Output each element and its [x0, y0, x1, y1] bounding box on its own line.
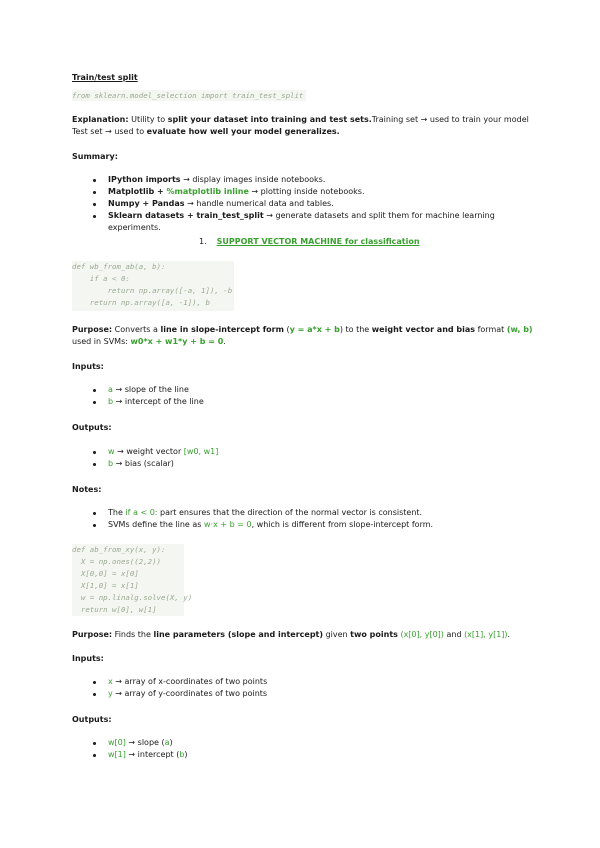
note-text: SVMs define the line as	[108, 520, 205, 529]
bullet-icon	[93, 463, 96, 466]
input-item	[108, 688, 267, 699]
summary-heading: Summary:	[72, 152, 118, 161]
explanation-label: Explanation:	[72, 115, 129, 124]
output-desc: → bias (scalar)	[113, 459, 174, 468]
output-desc: )	[169, 738, 173, 747]
output-desc: → slope (	[125, 738, 165, 747]
input-var: b	[108, 397, 114, 406]
output-var: a	[164, 738, 170, 747]
code-line: return np.array([a, -1]), b	[72, 298, 210, 307]
output-desc: → intercept (	[125, 750, 180, 759]
code-line: return np.array([-a, 1]), -b	[72, 286, 233, 295]
output-var: [w0, w1]	[183, 447, 219, 456]
purpose-line-2	[72, 336, 226, 347]
inputs-heading: Inputs:	[72, 654, 104, 663]
output-item	[108, 446, 218, 457]
bullet-icon	[93, 451, 96, 454]
page-title: Train/test split	[72, 73, 138, 82]
purpose-text: format	[475, 325, 507, 334]
input-desc: → array of y-coordinates of two points	[112, 689, 268, 698]
outputs-heading: Outputs:	[72, 423, 112, 432]
purpose-formula: w0*x + w1*y + b = 0	[130, 337, 224, 346]
summary-item-text: → display images inside notebooks.	[180, 175, 326, 184]
output-desc: )	[184, 750, 188, 759]
code-line: if a < 0:	[72, 274, 130, 283]
explanation-text-2: Training set → used to train your model	[371, 115, 529, 124]
code-line: w = np.linalg.solve(X, y)	[72, 593, 193, 602]
summary-item-text: → generate datasets and split them for machine learning	[263, 211, 495, 220]
purpose-text: Converts a	[112, 325, 161, 334]
explanation-line2-bold: evaluate how well your model generalizes.	[146, 127, 340, 136]
input-item	[108, 676, 267, 687]
code-line: X[1,0] = x[1]	[72, 581, 139, 590]
explanation-line-1	[72, 114, 529, 125]
purpose-text: (	[283, 325, 290, 334]
explanation-line-2	[72, 126, 340, 137]
output-var: w[1]	[108, 750, 126, 759]
code-line: X = np.ones((2,2))	[72, 557, 161, 566]
purpose-text: and	[443, 630, 465, 639]
purpose-text: Finds the	[112, 630, 154, 639]
explanation-bold: split your dataset into training and test sets.	[167, 115, 372, 124]
purpose-point: (x[0], y[0])	[400, 630, 444, 639]
note-text: The	[108, 508, 126, 517]
bullet-icon	[93, 742, 96, 745]
purpose-text: given	[323, 630, 351, 639]
bullet-icon	[93, 524, 96, 527]
explanation-text: Utility to	[128, 115, 168, 124]
input-item	[108, 384, 189, 395]
summary-item	[108, 186, 365, 197]
bullet-icon	[93, 389, 96, 392]
import-code: from sklearn.model_selection import train_test_split	[72, 90, 306, 101]
summary-item-bold: Sklearn datasets + train_test_split	[108, 211, 264, 220]
summary-item-bold: IPython imports	[108, 175, 181, 184]
note-text: , which is different from slope-intercept form.	[251, 520, 434, 529]
section-title: SUPPORT VECTOR MACHINE for classification	[216, 237, 420, 246]
output-desc: → weight vector	[114, 447, 184, 456]
bullet-icon	[93, 179, 96, 182]
output-var: w[0]	[108, 738, 126, 747]
input-desc: → array of x-coordinates of two points	[112, 677, 268, 686]
bullet-icon	[93, 754, 96, 757]
input-var: x	[108, 677, 113, 686]
purpose-bold: weight vector and bias	[371, 325, 476, 334]
explanation-line2-text: Test set → used to	[72, 127, 147, 136]
bullet-icon	[93, 215, 96, 218]
summary-item-bold: Numpy + Pandas	[108, 199, 185, 208]
bullet-icon	[93, 693, 96, 696]
bullet-icon	[93, 681, 96, 684]
note-code: if a < 0:	[125, 508, 158, 517]
purpose-point: (x[1], y[1])	[464, 630, 508, 639]
summary-item	[108, 174, 325, 185]
summary-item-text: → handle numerical data and tables.	[184, 199, 334, 208]
purpose-bold: line in slope-intercept form	[160, 325, 284, 334]
note-code: w·x + b = 0	[204, 520, 252, 529]
purpose-text: .	[223, 337, 226, 346]
purpose-text: ) to the	[339, 325, 372, 334]
purpose-text: used in SVMs:	[72, 337, 131, 346]
purpose-label: Purpose:	[72, 325, 113, 334]
code-line: def wb_from_ab(a, b):	[72, 262, 166, 271]
purpose-bold: line parameters (slope and intercept)	[153, 630, 324, 639]
output-item	[108, 737, 173, 748]
notes-heading: Notes:	[72, 485, 102, 494]
outputs-heading: Outputs:	[72, 715, 112, 724]
code-line: X[0,0] = x[0]	[72, 569, 139, 578]
note-item	[108, 507, 422, 518]
section-number: 1.	[199, 237, 207, 246]
note-item	[108, 519, 433, 530]
summary-item-bold: Matplotlib +	[108, 187, 167, 196]
code-block-2	[72, 544, 193, 616]
purpose-line-1	[72, 324, 533, 335]
output-var: b	[108, 459, 114, 468]
purpose-formula: y = a*x + b	[289, 325, 340, 334]
output-item	[108, 749, 188, 760]
purpose-bold: two points	[350, 630, 398, 639]
output-var: w	[108, 447, 115, 456]
bullet-icon	[93, 401, 96, 404]
summary-item-text: → plotting inside notebooks.	[248, 187, 365, 196]
output-item	[108, 458, 174, 469]
input-desc: → intercept of the line	[113, 397, 204, 406]
bullet-icon	[93, 512, 96, 515]
inputs-heading: Inputs:	[72, 362, 104, 371]
input-var: a	[108, 385, 113, 394]
section-heading	[199, 236, 420, 247]
bullet-icon	[93, 203, 96, 206]
note-text: part ensures that the direction of the normal vector is consistent.	[157, 508, 423, 517]
input-var: y	[108, 689, 113, 698]
purpose-formula: (w, b)	[506, 325, 533, 334]
code-line: return w[0], w[1]	[72, 605, 157, 614]
code-line: def ab_from_xy(x, y):	[72, 545, 166, 554]
bullet-icon	[93, 191, 96, 194]
input-item	[108, 396, 204, 407]
summary-item	[108, 210, 495, 221]
purpose-2-line	[72, 629, 510, 640]
summary-item-green: %matplotlib inline	[166, 187, 249, 196]
input-desc: → slope of the line	[112, 385, 189, 394]
purpose-label: Purpose:	[72, 630, 113, 639]
summary-item	[108, 198, 334, 209]
code-block-1	[72, 261, 234, 311]
summary-item-continuation: experiments.	[108, 223, 161, 232]
output-var: b	[179, 750, 185, 759]
purpose-text: .	[507, 630, 511, 639]
